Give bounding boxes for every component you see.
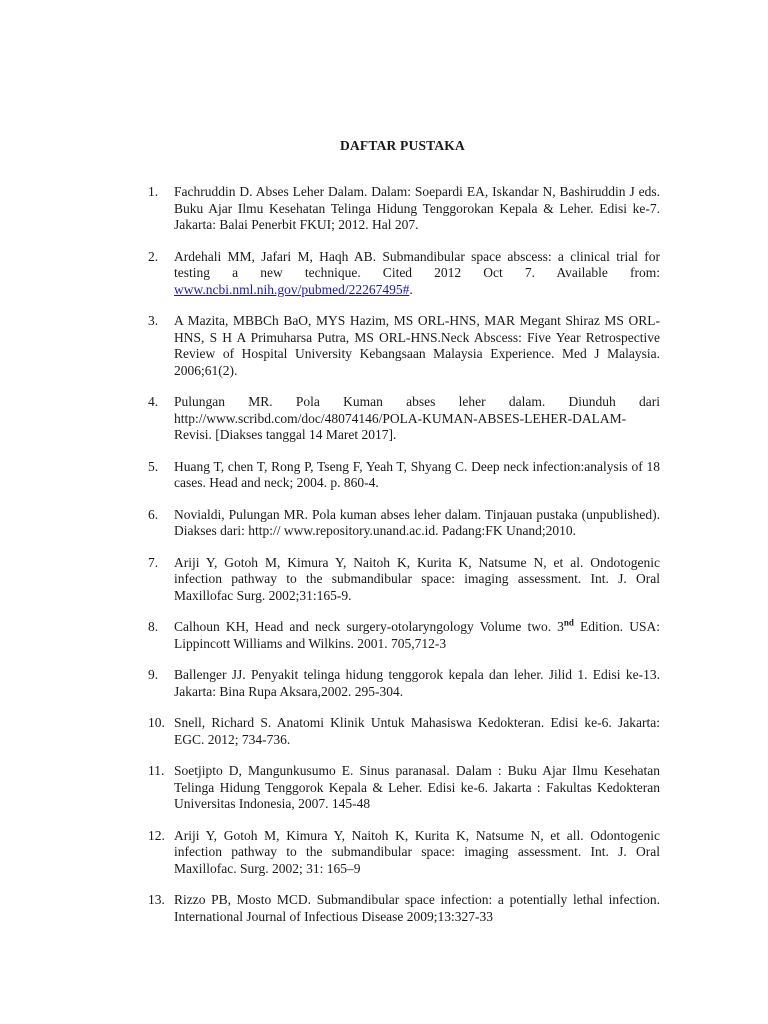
reference-item-3 bbox=[148, 313, 660, 379]
reference-text-before-link: Ardehali MM, Jafari M, Haqh AB. Submandibular space abscess: a clinical trial for testing a new technique. Cited 2012 Oct 7. Available from: bbox=[174, 248, 660, 280]
reference-item-9 bbox=[148, 667, 660, 700]
reference-list bbox=[148, 184, 660, 940]
reference-item-10 bbox=[148, 715, 660, 748]
reference-number: 1. bbox=[148, 184, 159, 199]
reference-number: 6. bbox=[148, 506, 159, 522]
reference-text: Huang T, chen T, Rong P, Tseng F, Yeah T, Shyang C. Deep neck infection:analysis of 18 cases. Head and neck; 2004. p. 860-4. bbox=[174, 458, 660, 490]
reference-url-link[interactable]: www.ncbi.nml.nih.gov/pubmed/22267495# bbox=[174, 281, 410, 297]
reference-number: 12. bbox=[148, 827, 165, 843]
reference-item-5 bbox=[148, 459, 660, 492]
reference-number: 7. bbox=[148, 554, 159, 570]
reference-text-after-sup: Edition. USA: Lippincott Williams and Wilkins. 2001. 705,712-3 bbox=[174, 619, 660, 651]
reference-text bbox=[174, 619, 660, 652]
reference-item-8 bbox=[148, 619, 660, 652]
reference-item-11 bbox=[148, 763, 660, 813]
reference-item-4 bbox=[148, 394, 660, 444]
reference-text: Ballenger JJ. Penyakit telinga hidung tenggorok kepala dan leher. Jilid 1. Edisi ke-13. Jakarta: Bina Rupa Aksara,2002. 295-304. bbox=[174, 667, 660, 699]
reference-text-before-sup: Calhoun KH, Head and neck surgery-otolaryngology Volume two. 3 bbox=[174, 619, 564, 634]
reference-text: Snell, Richard S. Anatomi Klinik Untuk Mahasiswa Kedokteran. Edisi ke-6. Jakarta: EGC. 2012; 734-736. bbox=[174, 715, 660, 747]
reference-text: Fachruddin D. Abses Leher Dalam. Dalam: Soepardi EA, Iskandar N, Bashiruddin J eds. Buku Ajar Ilmu Kesehatan Telinga Hidung Tenggorokan Kepala & Leher. Edisi ke-7. Jakarta: Balai Penerbit FKUI; 2012. Hal 207. bbox=[174, 184, 660, 232]
reference-text-after-link: . bbox=[409, 281, 413, 297]
reference-item-12 bbox=[148, 828, 660, 878]
edition-superscript: nd bbox=[563, 617, 574, 628]
reference-item-7 bbox=[148, 555, 660, 605]
reference-item-6 bbox=[148, 507, 660, 540]
reference-text bbox=[174, 249, 660, 299]
reference-item-2 bbox=[148, 249, 660, 299]
reference-number: 9. bbox=[148, 667, 159, 682]
reference-number: 2. bbox=[148, 248, 159, 264]
reference-text: Ariji Y, Gotoh M, Kimura Y, Naitoh K, Kurita K, Natsume N, et al. Ondotogenic infection pathway to the submandibular space: imaging assessment. Int. J. Oral Maxillofac Surg. 2002;31:165-9. bbox=[174, 554, 660, 603]
reference-text: Soetjipto D, Mangunkusumo E. Sinus paranasal. Dalam : Buku Ajar Ilmu Kesehatan Telinga Hidung Tenggorok Kepala & Leher. Edisi ke-6. Jakarta : Fakultas Kedokteran Universitas Indonesia, 2007. 145-48 bbox=[174, 763, 660, 811]
reference-item-1 bbox=[148, 184, 660, 234]
reference-number: 8. bbox=[148, 619, 159, 634]
reference-number: 10. bbox=[148, 715, 165, 730]
reference-text: Ariji Y, Gotoh M, Kimura Y, Naitoh K, Kurita K, Natsume N, et all. Odontogenic infection pathway to the submandibular space: imaging assessment. Int. J. Oral Maxillofac. Surg. 2002; 31: 165–9 bbox=[174, 827, 660, 876]
reference-number: 4. bbox=[148, 394, 159, 409]
reference-item-13 bbox=[148, 892, 660, 925]
reference-number: 3. bbox=[148, 313, 159, 328]
reference-number: 13. bbox=[148, 892, 165, 907]
page-title: DAFTAR PUSTAKA bbox=[340, 138, 465, 153]
reference-number: 11. bbox=[148, 763, 165, 778]
reference-text: Rizzo PB, Mosto MCD. Submandibular space infection: a potentially lethal infection. International Journal of Infectious Disease 2009;13:327-33 bbox=[174, 892, 660, 924]
reference-text: Pulungan MR. Pola Kuman abses leher dalam. Diunduh dari http://www.scribd.com/doc/48074146/POLA-KUMAN-ABSES-LEHER-DALAM-Revisi. [Diakses tanggal 14 Maret 2017]. bbox=[174, 394, 660, 442]
reference-text: Novialdi, Pulungan MR. Pola kuman abses leher dalam. Tinjauan pustaka (unpublished). Diakses dari: http:// www.repository.unand.ac.id. Padang:FK Unand;2010. bbox=[174, 506, 660, 538]
reference-number: 5. bbox=[148, 458, 159, 474]
reference-text: A Mazita, MBBCh BaO, MYS Hazim, MS ORL-HNS, MAR Megant Shiraz MS ORL-HNS, S H A Primuharsa Putra, MS ORL-HNS.Neck Abscess: Five Year Retrospective Review of Hospital University Kebangsaan Malaysia Experience. Med J Malaysia. 2006;61(2). bbox=[174, 313, 660, 378]
